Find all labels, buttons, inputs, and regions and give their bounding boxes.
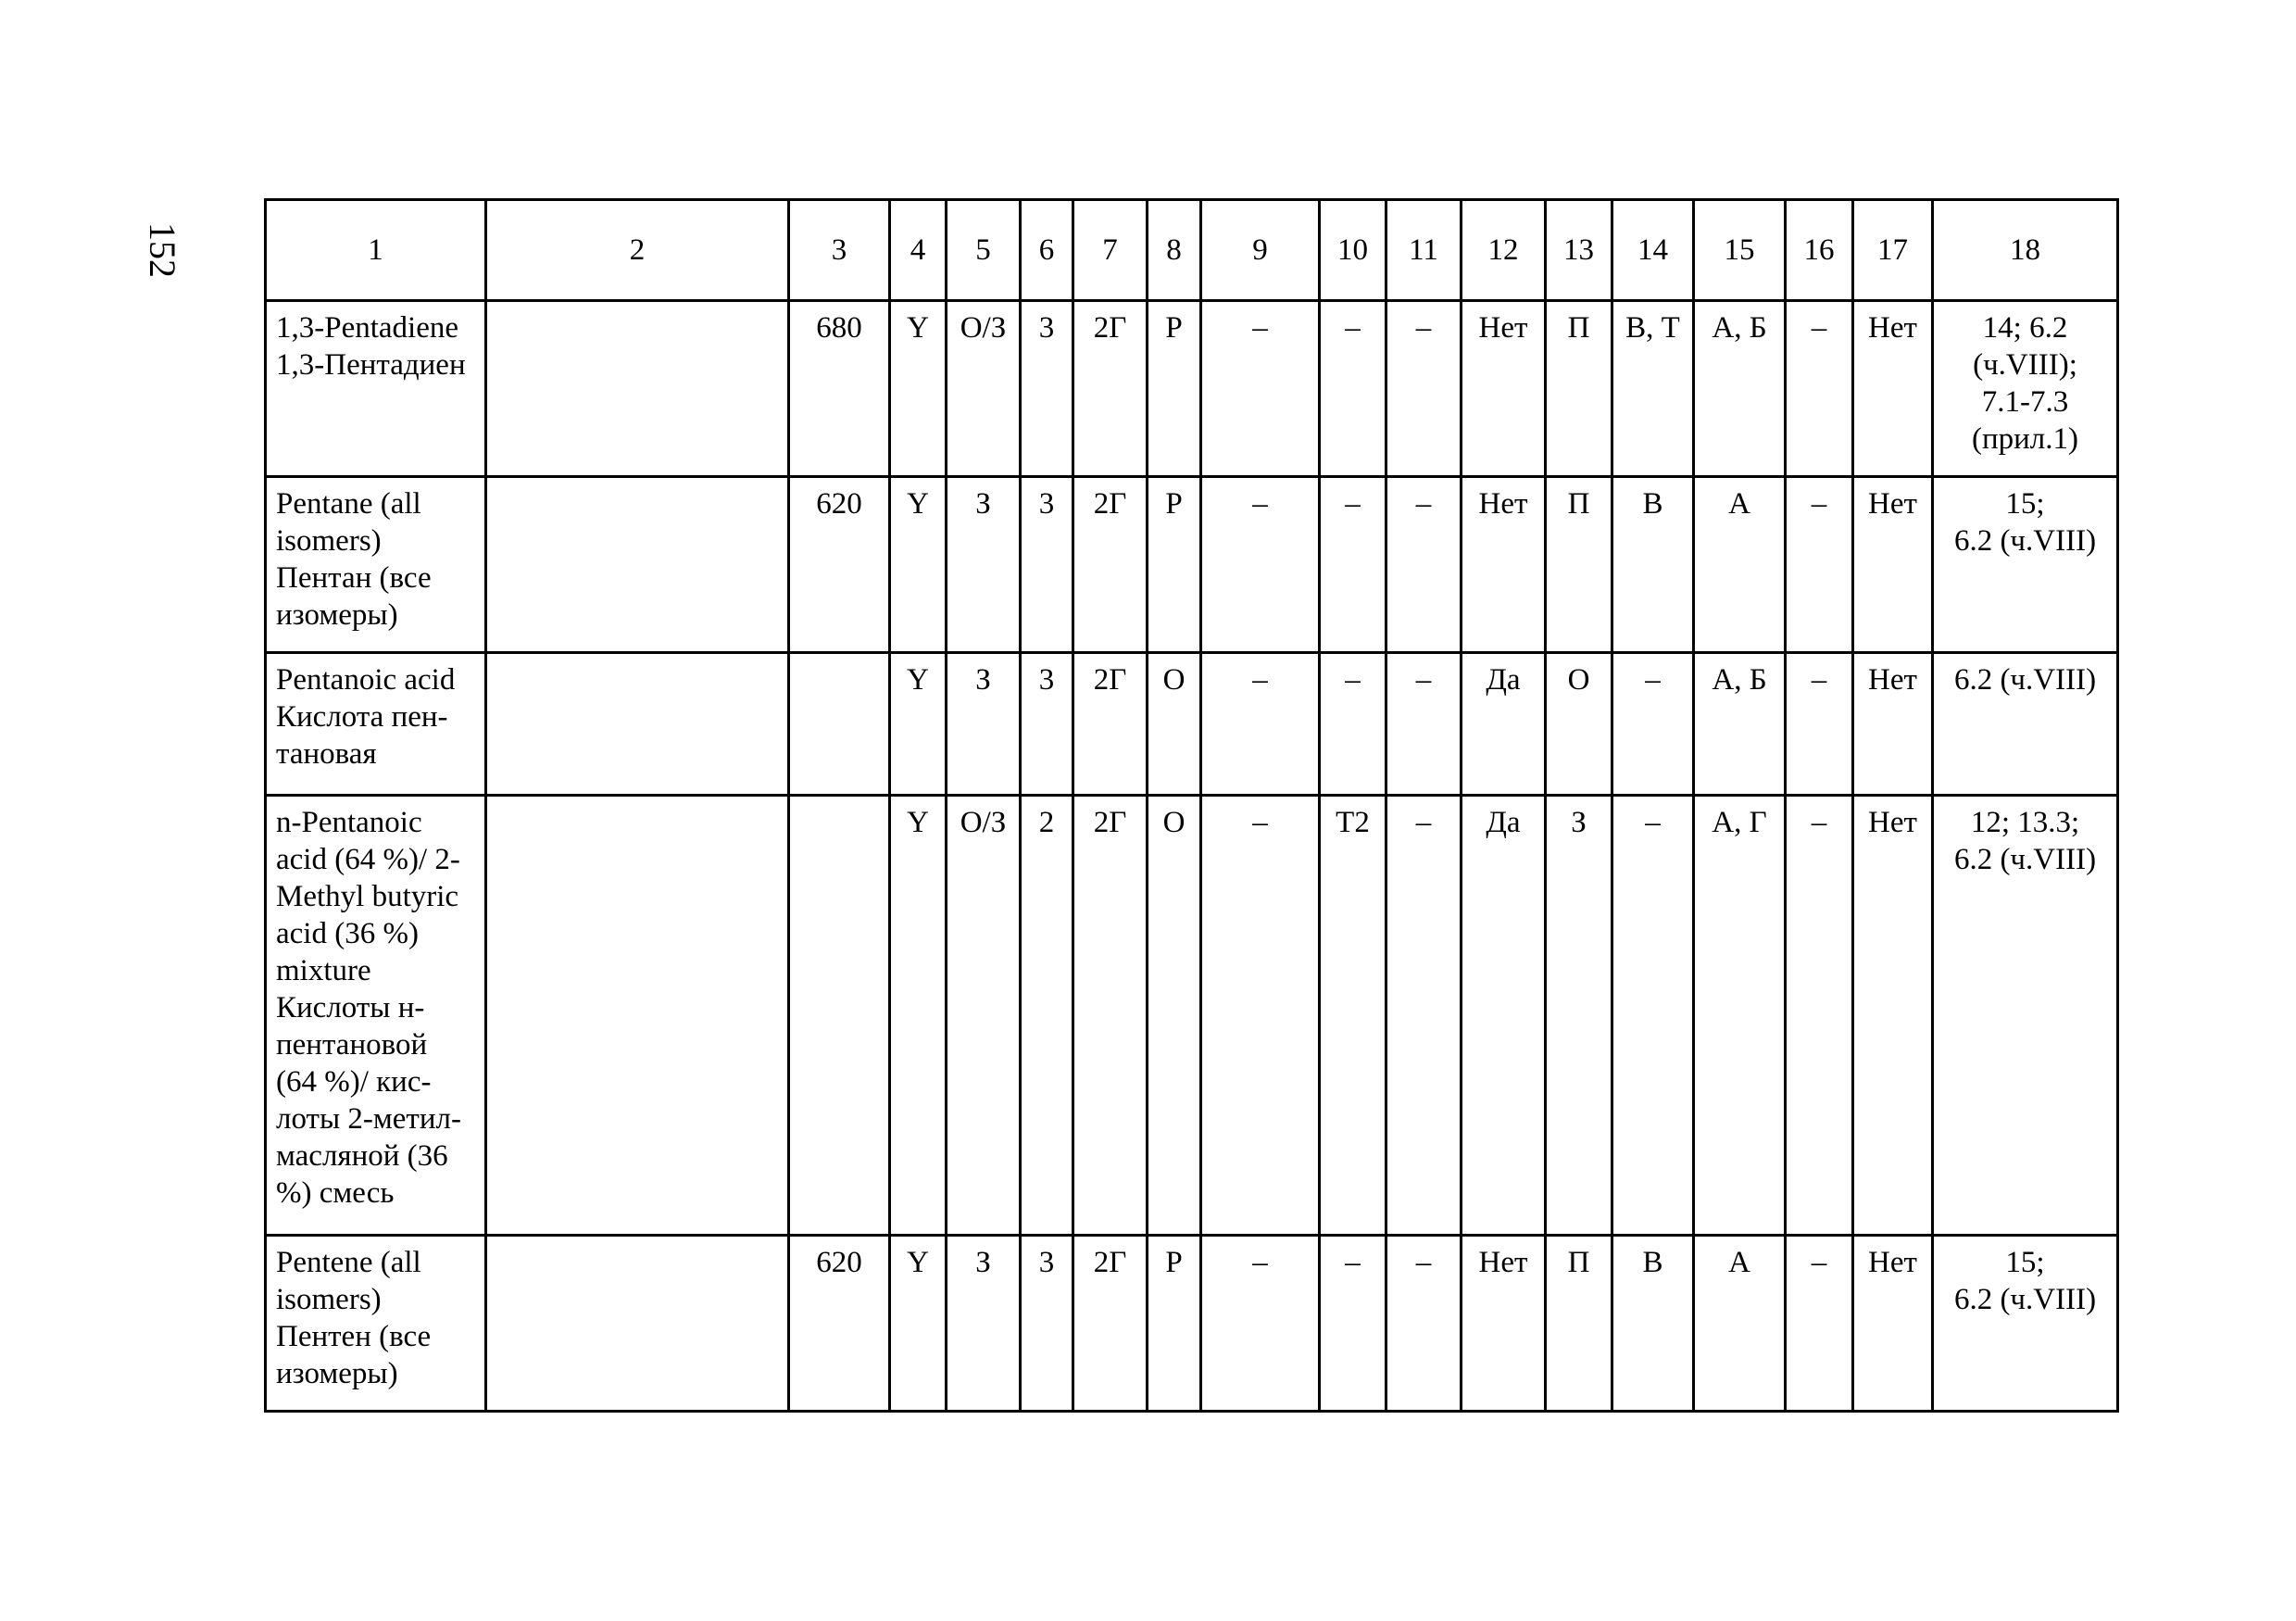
reference-line: (ч.VIII);	[1973, 348, 2077, 382]
cell-col-15: А, Г	[1694, 796, 1786, 1236]
cell-col-6: 3	[1021, 301, 1073, 477]
cell-col-13: О	[1546, 653, 1612, 796]
substance-name-line: %) смесь	[276, 1176, 395, 1210]
cell-col-16: –	[1786, 653, 1853, 796]
column-header-11: 11	[1386, 200, 1462, 301]
substance-name-line: пентановой	[276, 1028, 428, 1062]
cell-col-7: 2Г	[1073, 796, 1148, 1236]
column-header-18: 18	[1933, 200, 2118, 301]
substance-name-line: изомеры)	[276, 598, 398, 632]
cell-col-12: Нет	[1462, 477, 1546, 653]
cell-col-8: О	[1148, 796, 1201, 1236]
cell-col-3: 680	[789, 301, 890, 477]
cell-col-11: –	[1386, 477, 1462, 653]
column-header-1: 1	[266, 200, 486, 301]
cell-col-7: 2Г	[1073, 1236, 1148, 1412]
cell-col-14: –	[1612, 653, 1694, 796]
cell-col-3	[789, 796, 890, 1236]
cell-col-14: В	[1612, 1236, 1694, 1412]
cell-col-15: А	[1694, 1236, 1786, 1412]
cell-col-9: –	[1201, 477, 1320, 653]
substance-name-line: тановая	[276, 737, 377, 771]
cell-col-5: З	[947, 477, 1021, 653]
substance-name-line: лоты 2-метил-	[276, 1102, 461, 1136]
cell-col-11: –	[1386, 301, 1462, 477]
substance-name-cell	[266, 796, 486, 1236]
substance-name-line: Пентан (все	[276, 561, 432, 595]
cell-col-17: Нет	[1853, 301, 1933, 477]
cell-col-5: О/З	[947, 301, 1021, 477]
cell-col-17: Нет	[1853, 653, 1933, 796]
cell-col-2	[486, 301, 789, 477]
data-table	[264, 198, 2119, 1413]
cell-col-8: О	[1148, 653, 1201, 796]
cell-col-18	[1933, 1236, 2118, 1412]
substance-name-line: изомеры)	[276, 1357, 398, 1390]
cell-col-3: 620	[789, 1236, 890, 1412]
column-header-16: 16	[1786, 200, 1853, 301]
substance-name-line: Pentanoic acid	[276, 663, 456, 697]
cell-col-15: А, Б	[1694, 653, 1786, 796]
table-row	[266, 477, 2118, 653]
cell-col-5: З	[947, 653, 1021, 796]
cell-col-4: Y	[890, 301, 947, 477]
cell-col-9: –	[1201, 301, 1320, 477]
cell-col-14: –	[1612, 796, 1694, 1236]
cell-col-17: Нет	[1853, 1236, 1933, 1412]
table-row	[266, 301, 2118, 477]
cell-col-11: –	[1386, 1236, 1462, 1412]
column-header-3: 3	[789, 200, 890, 301]
reference-line: 15;	[2005, 1246, 2045, 1279]
cell-col-4: Y	[890, 477, 947, 653]
cell-col-13: З	[1546, 796, 1612, 1236]
cell-col-18	[1933, 653, 2118, 796]
cell-col-18	[1933, 477, 2118, 653]
column-header-2: 2	[486, 200, 789, 301]
cell-col-2	[486, 1236, 789, 1412]
reference-line: 6.2 (ч.VIII)	[1953, 1283, 2097, 1316]
cell-col-5: З	[947, 1236, 1021, 1412]
cell-col-17: Нет	[1853, 796, 1933, 1236]
cell-col-2	[486, 796, 789, 1236]
column-header-9: 9	[1201, 200, 1320, 301]
column-header-15: 15	[1694, 200, 1786, 301]
cell-col-7: 2Г	[1073, 653, 1148, 796]
column-header-14: 14	[1612, 200, 1694, 301]
cell-col-6: 3	[1021, 653, 1073, 796]
substance-name-line: Pentene (all	[276, 1246, 421, 1279]
cell-col-14: В, Т	[1612, 301, 1694, 477]
column-header-4: 4	[890, 200, 947, 301]
cell-col-6: 2	[1021, 796, 1073, 1236]
reference-line: 14; 6.2	[1982, 311, 2068, 345]
cell-col-13: П	[1546, 301, 1612, 477]
substance-name-line: Кислота пен-	[276, 700, 448, 734]
substance-name-line: 1,3-Пентадиен	[276, 348, 466, 382]
substance-name-line: isomers)	[276, 1283, 382, 1316]
substance-name-cell	[266, 653, 486, 796]
cell-col-11: –	[1386, 653, 1462, 796]
column-header-12: 12	[1462, 200, 1546, 301]
cell-col-6: 3	[1021, 477, 1073, 653]
cell-col-16: –	[1786, 477, 1853, 653]
substance-name-cell	[266, 477, 486, 653]
reference-line: 12; 13.3;	[1970, 806, 2080, 839]
cell-col-10: Т2	[1320, 796, 1386, 1236]
substance-name-line: acid (64 %)/ 2-	[276, 843, 460, 876]
reference-line: 7.1-7.3	[1981, 385, 2069, 419]
substance-name-line: mixture	[276, 954, 371, 987]
cell-col-8: Р	[1148, 1236, 1201, 1412]
substance-name-cell	[266, 301, 486, 477]
substance-name-line: acid (36 %)	[276, 917, 419, 950]
reference-line: 6.2 (ч.VIII)	[1953, 524, 2097, 558]
cell-col-8: Р	[1148, 477, 1201, 653]
cell-col-9: –	[1201, 796, 1320, 1236]
cell-col-17: Нет	[1853, 477, 1933, 653]
cell-col-4: Y	[890, 1236, 947, 1412]
cell-col-4: Y	[890, 796, 947, 1236]
cell-col-18	[1933, 796, 2118, 1236]
cell-col-16: –	[1786, 796, 1853, 1236]
cell-col-10: –	[1320, 477, 1386, 653]
substance-name-line: Кислоты н-	[276, 991, 425, 1024]
substance-name-line: (64 %)/ кис-	[276, 1065, 432, 1099]
cell-col-7: 2Г	[1073, 477, 1148, 653]
substance-name-line: isomers)	[276, 524, 382, 558]
column-header-7: 7	[1073, 200, 1148, 301]
cell-col-7: 2Г	[1073, 301, 1148, 477]
cell-col-18	[1933, 301, 2118, 477]
table-row	[266, 653, 2118, 796]
column-header-17: 17	[1853, 200, 1933, 301]
substance-name-line: n-Pentanoic	[276, 806, 422, 839]
reference-line: (прил.1)	[1971, 422, 2079, 456]
substance-name-line: Methyl butyric	[276, 880, 459, 913]
column-header-5: 5	[947, 200, 1021, 301]
cell-col-9: –	[1201, 653, 1320, 796]
cell-col-10: –	[1320, 301, 1386, 477]
page-number: 152	[142, 222, 183, 278]
cell-col-16: –	[1786, 1236, 1853, 1412]
cell-col-12: Да	[1462, 796, 1546, 1236]
cell-col-15: А, Б	[1694, 301, 1786, 477]
cell-col-14: В	[1612, 477, 1694, 653]
table-header-row	[266, 200, 2118, 301]
cell-col-4: Y	[890, 653, 947, 796]
column-header-8: 8	[1148, 200, 1201, 301]
cell-col-2	[486, 653, 789, 796]
cell-col-12: Да	[1462, 653, 1546, 796]
cell-col-6: 3	[1021, 1236, 1073, 1412]
reference-line: 6.2 (ч.VIII)	[1953, 843, 2097, 876]
cell-col-3	[789, 653, 890, 796]
cell-col-11: –	[1386, 796, 1462, 1236]
substance-name-line: Пентен (все	[276, 1320, 432, 1353]
cell-col-2	[486, 477, 789, 653]
reference-line: 15;	[2005, 487, 2045, 521]
cell-col-10: –	[1320, 653, 1386, 796]
table-row	[266, 796, 2118, 1236]
table-body	[266, 301, 2118, 1412]
reference-line: 6.2 (ч.VIII)	[1953, 663, 2097, 697]
substance-name-line: масляной (36	[276, 1139, 448, 1173]
substance-name-cell	[266, 1236, 486, 1412]
cell-col-16: –	[1786, 301, 1853, 477]
cell-col-8: Р	[1148, 301, 1201, 477]
column-header-6: 6	[1021, 200, 1073, 301]
cell-col-9: –	[1201, 1236, 1320, 1412]
cell-col-13: П	[1546, 477, 1612, 653]
table-row	[266, 1236, 2118, 1412]
substance-name-line: Pentane (all	[276, 487, 421, 521]
cell-col-12: Нет	[1462, 1236, 1546, 1412]
cell-col-15: А	[1694, 477, 1786, 653]
cell-col-5: О/З	[947, 796, 1021, 1236]
cell-col-13: П	[1546, 1236, 1612, 1412]
cell-col-12: Нет	[1462, 301, 1546, 477]
cell-col-3: 620	[789, 477, 890, 653]
column-header-10: 10	[1320, 200, 1386, 301]
column-header-13: 13	[1546, 200, 1612, 301]
cell-col-10: –	[1320, 1236, 1386, 1412]
substance-name-line: 1,3-Pentadiene	[276, 311, 459, 345]
